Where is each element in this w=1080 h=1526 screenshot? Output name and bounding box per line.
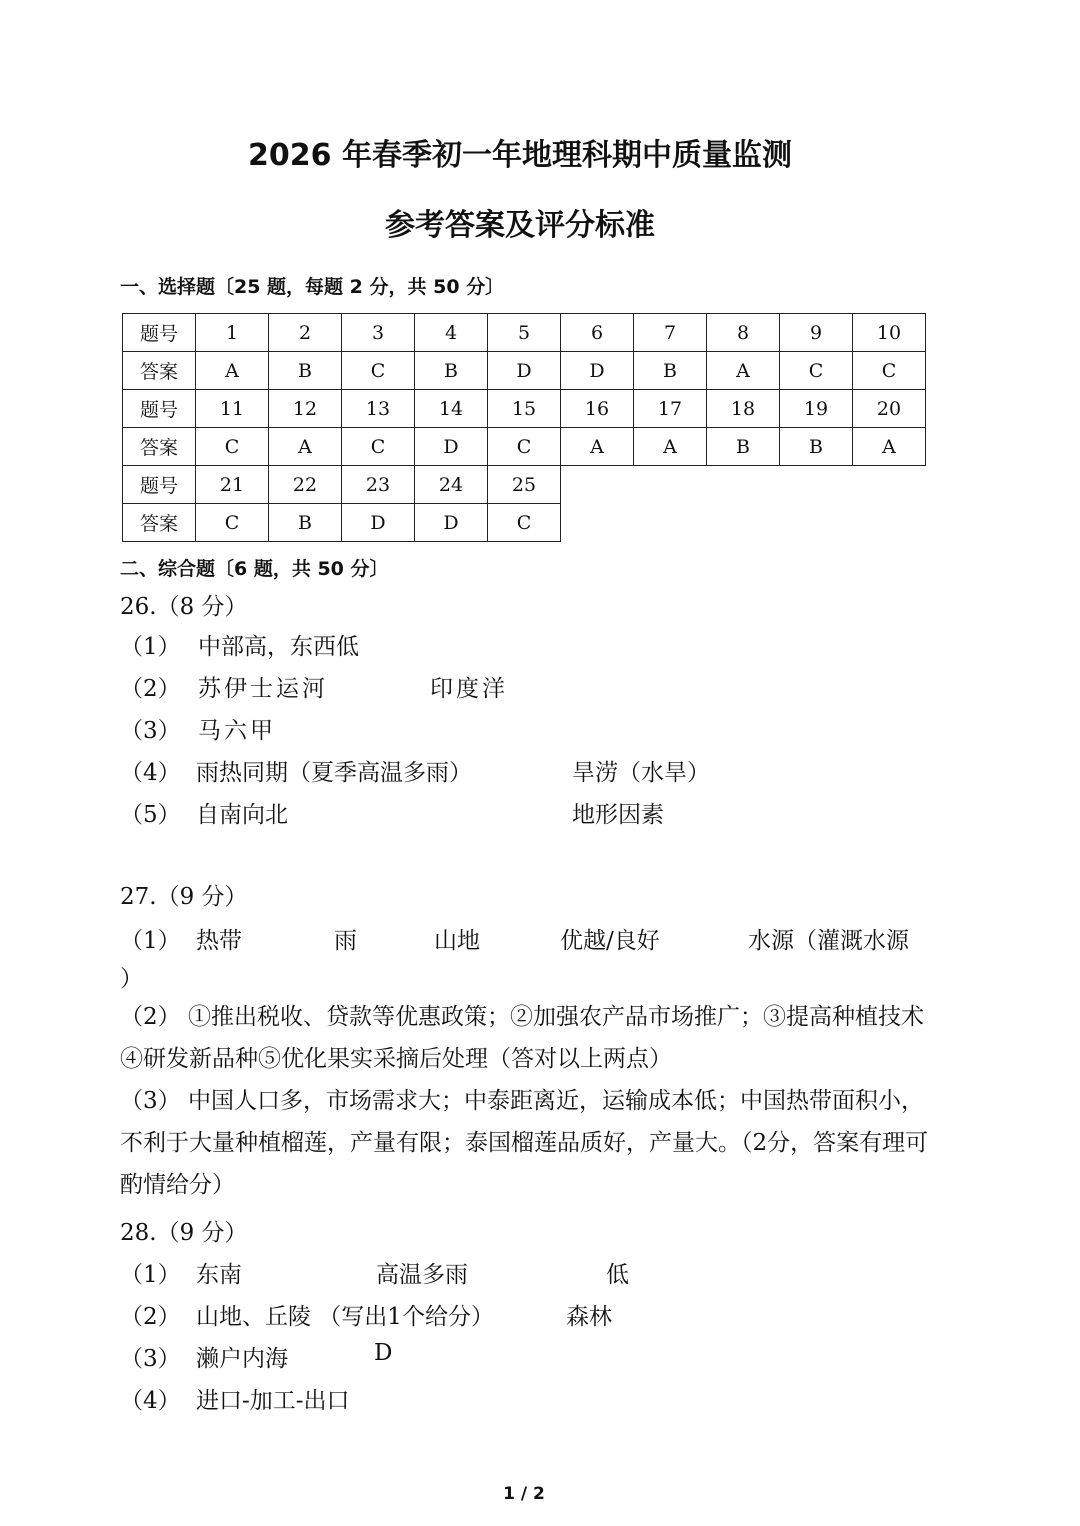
answer-table-row <box>123 352 926 390</box>
q28-heading: 28.（9 分） <box>120 1220 248 1246</box>
answer-table-row-label: 题号 <box>123 390 196 428</box>
answer-table-cell: 21 <box>196 466 269 504</box>
q26-p5-answer-b: 地形因素 <box>572 802 664 828</box>
answer-table-cell: A <box>853 428 926 466</box>
q28-p1-answer-c: 低 <box>606 1262 629 1288</box>
answer-table-cell: C <box>488 428 561 466</box>
answer-table-cell: 2 <box>269 314 342 352</box>
q27-p1-answer-c: 山地 <box>434 928 480 954</box>
answer-table-empty-cell <box>634 504 707 542</box>
section1-heading: 一、选择题〔25 题，每题 2 分，共 50 分〕 <box>120 276 505 298</box>
answer-table-cell: 10 <box>853 314 926 352</box>
answer-table-cell: A <box>196 352 269 390</box>
answer-table-cell: 6 <box>561 314 634 352</box>
answer-table-cell: 22 <box>269 466 342 504</box>
answer-table-cell: 20 <box>853 390 926 428</box>
answer-table-cell: C <box>488 504 561 542</box>
q26-p5-answer-a: 自南向北 <box>196 802 288 828</box>
section2-heading: 二、综合题〔6 题，共 50 分〕 <box>120 558 389 580</box>
answer-table-empty-cell <box>561 504 634 542</box>
answer-table-cell: B <box>269 504 342 542</box>
q26-p1-num: （1） <box>120 634 181 660</box>
q28-p3-num: （3） <box>120 1346 181 1372</box>
q26-p5-num: （5） <box>120 802 181 828</box>
q28-p3-answer-b: D <box>374 1340 393 1366</box>
answer-table-cell: A <box>269 428 342 466</box>
answer-table-cell: 19 <box>780 390 853 428</box>
q28-p1-num: （1） <box>120 1262 181 1288</box>
q28-p1-answer-b: 高温多雨 <box>376 1262 468 1288</box>
answer-table-cell: B <box>707 428 780 466</box>
page-title: 2026 年春季初一年地理科期中质量监测 <box>248 138 792 173</box>
answer-table-row <box>123 504 926 542</box>
answer-table-cell: 8 <box>707 314 780 352</box>
answer-table-cell: 15 <box>488 390 561 428</box>
answer-table-cell: 11 <box>196 390 269 428</box>
answer-table-cell: D <box>415 428 488 466</box>
answer-table-empty-cell <box>634 466 707 504</box>
answer-table-cell: 7 <box>634 314 707 352</box>
q26-heading: 26.（8 分） <box>120 594 248 620</box>
answer-table-row <box>123 390 926 428</box>
q26-p2-answer-a: 苏伊士运河 <box>198 676 328 702</box>
answer-table-row <box>123 314 926 352</box>
q28-p1-answer-a: 东南 <box>196 1262 242 1288</box>
q27-p2-answer: （2） ①推出税收、贷款等优惠政策；②加强农产品市场推广；③提高种植技术④研发新品种⑤优化果实采摘后处理（答对以上两点） <box>120 1004 924 1072</box>
answer-table-cell: 23 <box>342 466 415 504</box>
q26-p4-answer-b: 旱涝（水旱） <box>572 760 710 786</box>
answer-table-cell: D <box>561 352 634 390</box>
q28-p2-answer-b: 森林 <box>566 1304 612 1330</box>
answer-table-cell: C <box>853 352 926 390</box>
q26-p4-answer-a: 雨热同期（夏季高温多雨） <box>196 760 472 786</box>
q26-p1-answer: 中部高，东西低 <box>198 634 359 660</box>
answer-table <box>122 313 926 542</box>
answer-table-cell: A <box>561 428 634 466</box>
answer-table-empty-cell <box>780 466 853 504</box>
answer-table-row-label: 答案 <box>123 352 196 390</box>
answer-table-cell: 24 <box>415 466 488 504</box>
answer-table-cell: D <box>488 352 561 390</box>
answer-table-cell: 9 <box>780 314 853 352</box>
answer-table-cell: D <box>342 504 415 542</box>
answer-table-row-label: 答案 <box>123 428 196 466</box>
q26-p2-answer-b: 印度洋 <box>430 676 508 702</box>
q27-p1-answer-a: 热带 <box>196 928 242 954</box>
q26-p4-num: （4） <box>120 760 181 786</box>
answer-table-cell: D <box>415 504 488 542</box>
answer-table-row <box>123 428 926 466</box>
answer-table-row-label: 题号 <box>123 314 196 352</box>
answer-table-cell: 3 <box>342 314 415 352</box>
q28-p3-answer-a: 濑户内海 <box>196 1346 288 1372</box>
q27-p3-answer: （3） 中国人口多，市场需求大；中泰距离近，运输成本低；中国热带面积小，不利于大量种植榴莲，产量有限；泰国榴莲品质好，产量大。（2分，答案有理可酌情给分） <box>120 1088 929 1198</box>
q28-p2-answer-a: 山地、丘陵 （写出1个给分） <box>196 1304 494 1330</box>
answer-table-empty-cell <box>707 504 780 542</box>
answer-table-cell: C <box>342 352 415 390</box>
answer-table-row-label: 答案 <box>123 504 196 542</box>
answer-table-cell: C <box>196 504 269 542</box>
answer-table-cell: 5 <box>488 314 561 352</box>
q28-p2-num: （2） <box>120 1304 181 1330</box>
q27-p1-answer-b: 雨 <box>334 928 357 954</box>
answer-table-cell: C <box>196 428 269 466</box>
q26-p2-num: （2） <box>120 676 181 702</box>
page-number: 1 / 2 <box>503 1484 545 1504</box>
q27-p1-answer-d: 优越/良好 <box>560 928 660 954</box>
answer-table-cell: B <box>634 352 707 390</box>
answer-table-cell: A <box>707 352 780 390</box>
answer-table-cell: B <box>780 428 853 466</box>
q27-p1-answer-e-close: ） <box>120 966 143 992</box>
answer-table-empty-cell <box>707 466 780 504</box>
q28-p4-answer: 进口-加工-出口 <box>196 1388 350 1414</box>
answer-table-cell: 14 <box>415 390 488 428</box>
answer-table-empty-cell <box>853 466 926 504</box>
q27-heading: 27.（9 分） <box>120 884 248 910</box>
q26-p3-answer: 马六甲 <box>198 718 276 744</box>
answer-table-cell: 12 <box>269 390 342 428</box>
answer-table-cell: 18 <box>707 390 780 428</box>
answer-table-cell: 25 <box>488 466 561 504</box>
answer-table-empty-cell <box>853 504 926 542</box>
page-subtitle: 参考答案及评分标准 <box>385 208 655 243</box>
q27-p1-num: （1） <box>120 928 181 954</box>
answer-table-empty-cell <box>780 504 853 542</box>
q28-p4-num: （4） <box>120 1388 181 1414</box>
answer-table-cell: C <box>780 352 853 390</box>
q27-p1-answer-e: 水源（灌溉水源 <box>748 928 909 954</box>
answer-table-cell: 17 <box>634 390 707 428</box>
q26-p3-num: （3） <box>120 718 181 744</box>
answer-table-cell: 1 <box>196 314 269 352</box>
answer-table-cell: B <box>269 352 342 390</box>
answer-table-cell: C <box>342 428 415 466</box>
answer-table-row <box>123 466 926 504</box>
answer-table-cell: A <box>634 428 707 466</box>
answer-table-empty-cell <box>561 466 634 504</box>
answer-table-cell: 16 <box>561 390 634 428</box>
answer-table-cell: 4 <box>415 314 488 352</box>
answer-table-cell: 13 <box>342 390 415 428</box>
answer-table-cell: B <box>415 352 488 390</box>
answer-table-row-label: 题号 <box>123 466 196 504</box>
